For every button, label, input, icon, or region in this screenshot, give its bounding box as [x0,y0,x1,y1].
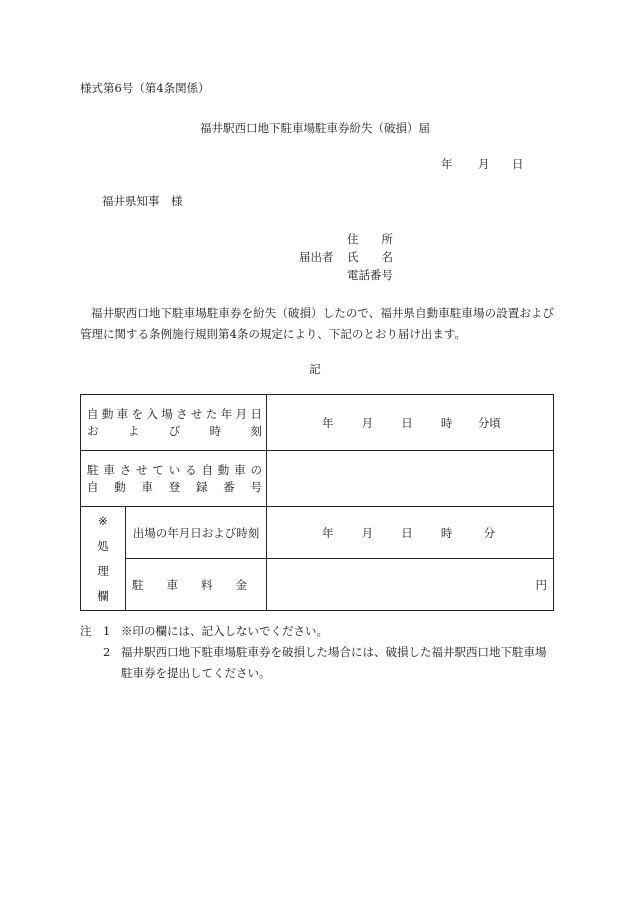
exit-label: 出場の年月日および時刻 [126,507,267,559]
exit-month: 月 [361,525,374,540]
entry-year: 年 [321,415,334,430]
processing-char-1: 処 [97,538,109,553]
form-number: 様式第6号（第4条関係） [80,81,210,95]
exit-hour: 時 [440,525,453,540]
notes-prefix: 注 [80,624,92,638]
entry-label-line2: および時刻 [87,423,262,438]
reporter-name-label: 氏 名 [347,250,393,264]
entry-label-line1: 自動車を入場させた年月日 [87,406,262,421]
fee-label: 駐 車 料 金 [126,559,267,611]
processing-char-3: 欄 [97,588,109,603]
note-1-text: ※印の欄には、記入しないでください。 [121,624,328,638]
exit-year: 年 [321,525,334,540]
note-2-text: 福井駅西口地下駐車場駐車券を破損した場合には、破損した福井駅西口地下駐車場 [121,645,547,659]
vehicle-label-line2: 自動車登録番号 [87,479,262,494]
processing-char-2: 理 [97,563,109,578]
processing-mark: ※ [98,513,108,528]
exit-day: 日 [401,525,413,540]
note-2-continuation: 駐車券を提出してください。 [121,666,271,680]
page-title: 福井駅西口地下駐車場駐車券紛失（破損）届 [200,121,430,135]
note-2-num: 2 [103,645,111,659]
entry-minute: 分頃 [477,415,501,430]
reporter-phone-label: 電話番号 [347,268,393,282]
exit-minute: 分 [483,525,496,540]
entry-month: 月 [361,415,374,430]
note-1-num: 1 [103,624,111,638]
entry-hour: 時 [440,415,453,430]
body-paragraph: 福井駅西口地下駐車場駐車券を紛失（破損）したので、福井県自動車駐車場の設置および管理に関する条例施行規則第4条の規定により、下記のとおり届け出ます。 [80,306,554,341]
entry-day: 日 [401,415,413,430]
ki-heading: 記 [309,362,321,376]
vehicle-label-line1: 駐車させている自動車の [87,462,262,477]
date-year: 年 [441,157,453,171]
date-day: 日 [512,157,524,171]
addressee: 福井県知事 様 [102,194,183,208]
date-month: 月 [478,157,490,171]
fee-unit: 円 [535,577,547,592]
reporter-address-label: 住 所 [347,232,393,246]
reporter-label: 届出者 [299,250,334,264]
